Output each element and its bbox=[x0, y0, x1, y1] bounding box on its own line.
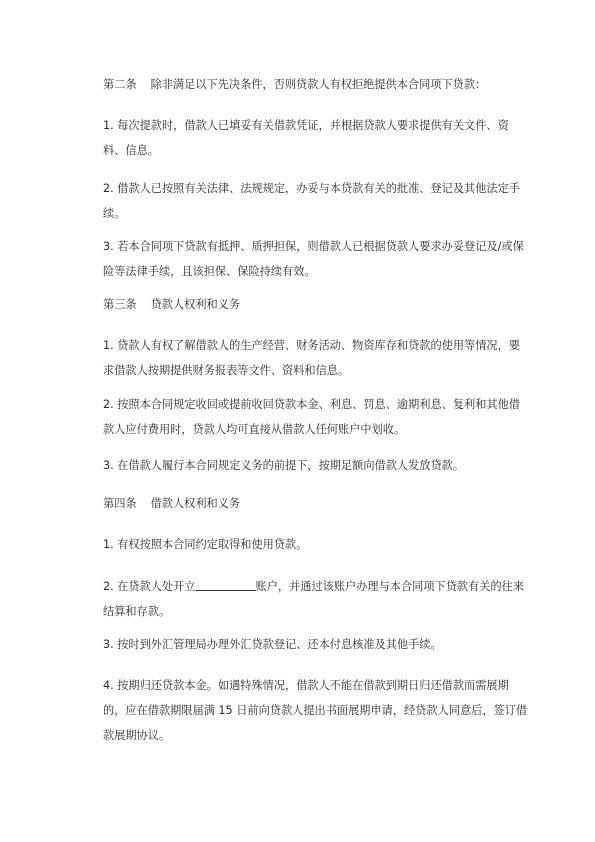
article-3-heading bbox=[103, 292, 240, 317]
article-3-title: 贷款人权利和义务 bbox=[150, 298, 241, 311]
article-4-item-2-rest: 账户，并通过该账户办理与本合同项下贷款有关的往来结算和存款。 bbox=[103, 580, 525, 618]
article-2-item-1: 1. 每次提款时，借款人已填妥有关借款凭证，并根据贷款人要求提供有关文件、资料、信息。 bbox=[103, 119, 509, 157]
article-2-heading bbox=[103, 72, 486, 97]
article-2-item-3: 3. 若本合同项下贷款有抵押、质押担保，则借款人已根据贷款人要求办妥登记及/或保险等法律手续，且该担保、保险持续有效。 bbox=[103, 240, 524, 278]
article-3-item-1: 1. 贷款人有权了解借款人的生产经营、财务活动、物资库存和贷款的使用等情况，要求借款人按期提供财务报表等文件、资料和信息。 bbox=[103, 339, 520, 377]
article-3-item-3: 3. 在借款人履行本合同规定义务的前提下，按期足额向借款人发放贷款。 bbox=[103, 459, 465, 472]
article-4-item-1: 1. 有权按照本合同约定取得和使用贷款。 bbox=[103, 538, 308, 551]
article-4-item-2-lead: 2. 在贷款人处开立 bbox=[103, 580, 196, 593]
article-4-item-4: 4. 按期归还贷款本金。如遇特殊情况，借款人不能在借款到期日归还借款而需展期的，应在借款期限届满 15 日前向贷款人提出书面展期申请，经贷款人同意后，签订借款展期协议。 bbox=[103, 679, 528, 742]
article-4-number: 第四条 bbox=[103, 497, 137, 510]
article-4-heading bbox=[103, 491, 240, 516]
article-3-number: 第三条 bbox=[103, 298, 137, 311]
article-4-title: 借款人权利和义务 bbox=[150, 497, 241, 510]
article-4-item-2 bbox=[103, 574, 528, 624]
article-2-number: 第二条 bbox=[103, 78, 137, 91]
article-3-item-2: 2. 按照本合同规定收回或提前收回贷款本金、利息、罚息、逾期利息、复利和其他借款人应付费用时，贷款人均可直接从借款人任何账户中划收。 bbox=[103, 398, 520, 436]
article-4-item-3: 3. 按时到外汇管理局办理外汇贷款登记、还本付息核准及其他手续。 bbox=[103, 638, 442, 651]
blank-account-line bbox=[196, 579, 256, 591]
article-2-title: 除非满足以下先决条件，否则贷款人有权拒绝提供本合同项下贷款： bbox=[150, 78, 487, 91]
article-2-item-2: 2. 借款人已按照有关法律、法规规定，办妥与本贷款有关的批准、登记及其他法定手续。 bbox=[103, 182, 520, 220]
